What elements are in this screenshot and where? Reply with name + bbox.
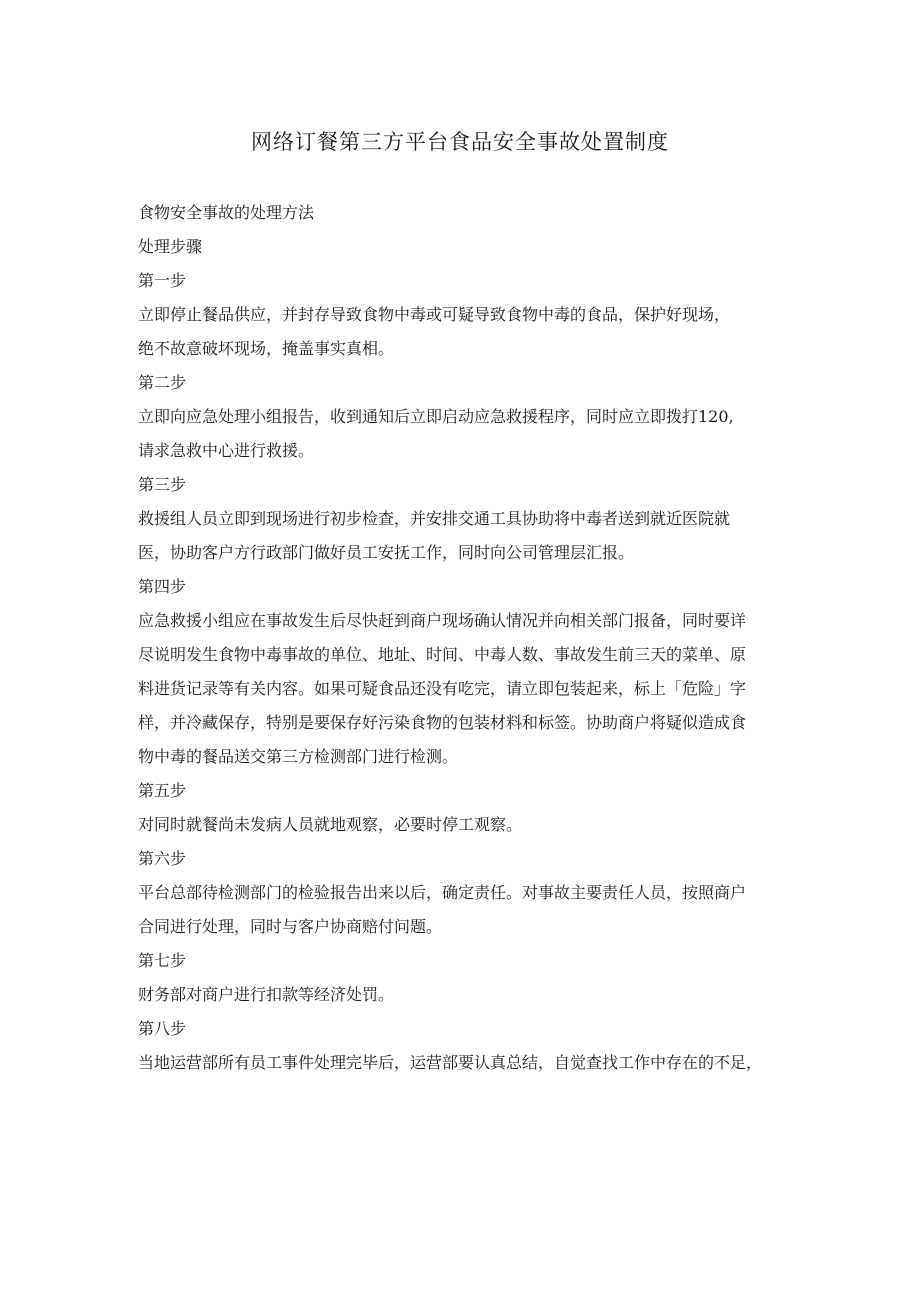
- step-4-heading: 第四步: [138, 577, 187, 596]
- step-4-text-line: 料进货记录等有关内容。如果可疑食品还没有吃完，请立即包装起来，标上「危险」字: [138, 679, 747, 698]
- step-1-text-line: 立即停止餐品供应，并封存导致食物中毒或可疑导致食物中毒的食品，保护好现场，: [138, 305, 731, 324]
- step-8-heading: 第八步: [138, 1019, 187, 1038]
- step-6-heading: 第六步: [138, 849, 187, 868]
- document-title: 网络订餐第三方平台食品安全事故处置制度: [251, 130, 669, 154]
- step-6-text-line: 合同进行处理，同时与客户协商赔付问题。: [138, 917, 443, 936]
- step-1-text-line: 绝不故意破坏现场，掩盖事实真相。: [138, 339, 395, 358]
- step-4-text-line: 物中毒的餐品送交第三方检测部门进行检测。: [138, 747, 459, 766]
- step-4-text-line: 尽说明发生食物中毒事故的单位、地址、时间、中毒人数、事故发生前三天的菜单、原: [138, 645, 747, 664]
- step-3-text-line: 医，协助客户方行政部门做好员工安抚工作，同时向公司管理层汇报。: [138, 543, 635, 562]
- step-2-text-line: 立即向应急处理小组报告，收到通知后立即启动应急救援程序，同时应立即拨打120,: [138, 407, 734, 426]
- document-body: [138, 196, 788, 1080]
- step-3-text-line: 救援组人员立即到现场进行初步检查，并安排交通工具协助将中毒者送到就近医院就: [138, 509, 731, 528]
- step-3-heading: 第三步: [138, 475, 187, 494]
- step-4-text-line: 样，并冷藏保存，特别是要保存好污染食物的包装材料和标签。协助商户将疑似造成食: [138, 713, 747, 732]
- step-1-heading: 第一步: [138, 271, 187, 290]
- subsection-heading: 处理步骤: [138, 237, 203, 256]
- section-heading: 食物安全事故的处理方法: [138, 203, 315, 222]
- step-7-text-line: 财务部对商户进行扣款等经济处罚。: [138, 985, 395, 1004]
- step-5-heading: 第五步: [138, 781, 187, 800]
- step-6-text-line: 平台总部待检测部门的检验报告出来以后，确定责任。对事故主要责任人员，按照商户: [138, 883, 747, 902]
- step-2-heading: 第二步: [138, 373, 187, 392]
- step-8-text-line: 当地运营部所有员工事件处理完毕后，运营部要认真总结，自觉查找工作中存在的不足，: [138, 1053, 763, 1072]
- step-5-text-line: 对同时就餐尚未发病人员就地观察，必要时停工观察。: [138, 815, 523, 834]
- step-7-heading: 第七步: [138, 951, 187, 970]
- step-2-text-line: 请求急救中心进行救援。: [138, 441, 315, 460]
- step-4-text-line: 应急救援小组应在事故发生后尽快赶到商户现场确认情况并向相关部门报备，同时要详: [138, 611, 747, 630]
